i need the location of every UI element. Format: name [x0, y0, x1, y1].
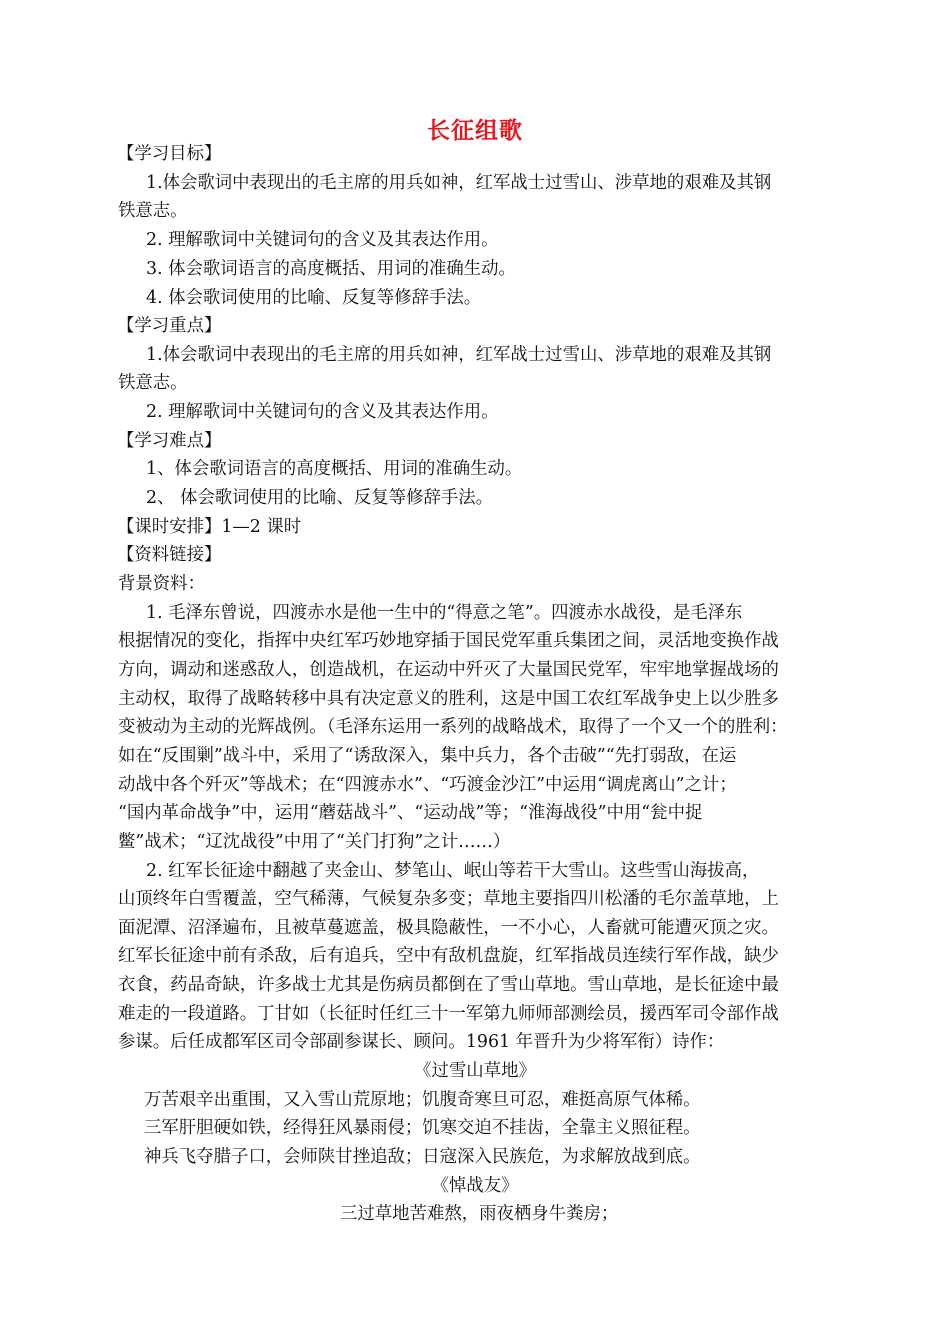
goal-item-4: 4. 体会歌词使用的比喻、反复等修辞手法。	[146, 288, 482, 308]
paragraph-1-line: 鳖”战术；“辽沈战役”中用了“关门打狗”之计……）	[118, 832, 511, 852]
paragraph-1-line: 方向，调动和迷惑敌人，创造战机，在运动中歼灭了大量国民党军，牢牢地掌握战场的	[118, 660, 779, 680]
section-heading-resources: 【资料链接】	[117, 545, 222, 565]
poem-1-line: 三军肝胆硬如铁，经得狂风暴雨侵；饥寒交迫不挂齿，全靠主义照征程。	[144, 1118, 701, 1138]
paragraph-1-line: 变被动为主动的光辉战例。（毛泽东运用一系列的战略战术，取得了一个又一个的胜利：	[118, 717, 788, 737]
goal-item-1-line-1: 1.体会歌词中表现出的毛主席的用兵如神，红军战士过雪山、涉草地的艰难及其钢	[146, 173, 772, 193]
page-title: 长征组歌	[427, 118, 523, 144]
background-label: 背景资料：	[118, 574, 205, 594]
goal-item-3: 3. 体会歌词语言的高度概括、用词的准确生动。	[146, 259, 516, 279]
section-heading-difficulty: 【学习难点】	[117, 431, 222, 451]
poem-1-line: 神兵飞夺腊子口，会师陕甘挫追敌；日寇深入民族危，为求解放战到底。	[144, 1147, 701, 1167]
paragraph-1-line: 1. 毛泽东曾说，四渡赤水是他一生中的“得意之笔”。四渡赤水战役，是毛泽东	[146, 603, 743, 623]
paragraph-2-line: 参谋。后任成都军区司令部副参谋长、顾问。1961 年晋升为少将军衔）诗作：	[118, 1032, 725, 1052]
section-heading-focus: 【学习重点】	[117, 316, 222, 336]
goal-item-1-line-2: 铁意志。	[118, 201, 188, 221]
paragraph-1-line: “国内革命战争”中，运用“蘑菇战斗”、“运动战”等；“淮海战役”中用“瓮中捉	[118, 803, 703, 823]
paragraph-1-line: 根据情况的变化，指挥中央红军巧妙地穿插于国民党军重兵集团之间，灵活地变换作战	[118, 631, 779, 651]
poem-2-line: 三过草地苦难熬，雨夜栖身牛粪房；	[340, 1204, 619, 1224]
paragraph-1-line: 如在“反围剿”战斗中，采用了“诱敌深入，集中兵力，各个击破”“先打弱敌，在运	[118, 746, 737, 766]
difficulty-item-1: 1、体会歌词语言的高度概括、用词的准确生动。	[146, 459, 523, 479]
goal-item-2: 2. 理解歌词中关键词句的含义及其表达作用。	[146, 230, 499, 250]
paragraph-1-line: 主动权，取得了战略转移中具有决定意义的胜利，这是中国工农红军战争史上以少胜多	[118, 689, 779, 709]
focus-item-1-line-1: 1.体会歌词中表现出的毛主席的用兵如神，红军战士过雪山、涉草地的艰难及其钢	[146, 345, 772, 365]
section-schedule: 【课时安排】1—2 课时	[117, 517, 302, 537]
paragraph-2-line: 红军长征途中前有杀敌，后有追兵，空中有敌机盘旋，红军指战员连续行军作战，缺少	[118, 946, 779, 966]
focus-item-2: 2. 理解歌词中关键词句的含义及其表达作用。	[146, 402, 499, 422]
poem-1-title: 《过雪山草地》	[414, 1061, 536, 1081]
paragraph-2-line: 难走的一段道路。丁甘如（长征时任红三十一军第九师师部测绘员，援西军司令部作战	[118, 1004, 779, 1024]
poem-2-title: 《悼战友》	[431, 1176, 519, 1196]
focus-item-1-line-2: 铁意志。	[118, 373, 188, 393]
poem-1-line: 万苦艰辛出重围，又入雪山荒原地；饥腹奇寒旦可忍，难挺高原气体稀。	[144, 1090, 701, 1110]
section-heading-goals: 【学习目标】	[117, 144, 222, 164]
paragraph-2-line: 衣食，药品奇缺，许多战士尤其是伤病员都倒在了雪山草地。雪山草地，是长征途中最	[118, 975, 779, 995]
paragraph-2-line: 2. 红军长征途中翻越了夹金山、梦笔山、岷山等若干大雪山。这些雪山海拔高，	[146, 861, 760, 881]
paragraph-1-line: 动战中各个歼灭”等战术；在“四渡赤水”、“巧渡金沙江”中运用“调虎离山”之计；	[118, 775, 737, 795]
paragraph-2-line: 面泥潭、沼泽遍布，且被草蔓遮盖，极具隐蔽性，一不小心，人畜就可能遭灭顶之灾。	[118, 918, 779, 938]
paragraph-2-line: 山顶终年白雪覆盖，空气稀薄，气候复杂多变；草地主要指四川松潘的毛尔盖草地，上	[118, 889, 779, 909]
difficulty-item-2: 2、 体会歌词使用的比喻、反复等修辞手法。	[146, 488, 494, 508]
